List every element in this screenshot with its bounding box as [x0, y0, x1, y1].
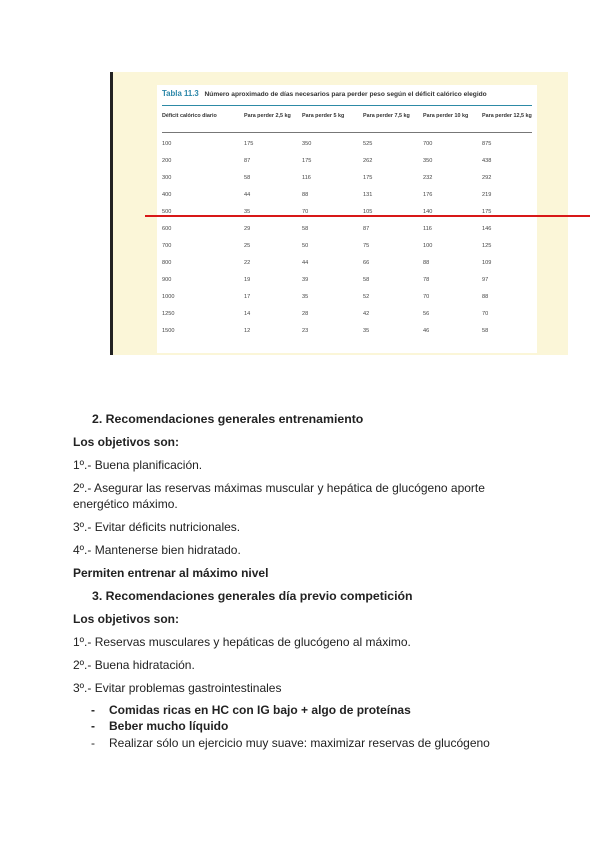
table-cell: 88	[302, 192, 309, 198]
table-cell: 300	[162, 175, 172, 181]
table-cell: 14	[244, 311, 251, 317]
table-cell: 87	[363, 226, 370, 232]
table-cell: 175	[482, 209, 492, 215]
table-cell: 88	[423, 260, 430, 266]
table-cell: 70	[423, 294, 430, 300]
table-cell: 350	[423, 158, 433, 164]
table-cell: 116	[423, 226, 432, 232]
table-cell: 23	[302, 328, 309, 334]
table-header-cell: Para perder 12,5 kg	[482, 113, 532, 119]
table-cell: 146	[482, 226, 492, 232]
table-cell: 232	[423, 175, 433, 181]
table-header-cell: Para perder 2,5 kg	[244, 113, 291, 119]
section-2-objectives-label: Los objetivos son:	[73, 435, 180, 449]
table-cell: 70	[482, 311, 489, 317]
table-cell: 175	[363, 175, 373, 181]
table-cell: 42	[363, 311, 370, 317]
table-cell: 35	[302, 294, 309, 300]
table-cell: 438	[482, 158, 492, 164]
table-cell: 175	[244, 141, 254, 147]
table-cell: 56	[423, 311, 430, 317]
table-cell: 875	[482, 141, 492, 147]
table-header-cell: Para perder 5 kg	[302, 113, 345, 119]
table-cell: 200	[162, 158, 172, 164]
table-cell: 28	[302, 311, 309, 317]
section-2-item-continued: energético máximo.	[73, 497, 178, 511]
table-cell: 292	[482, 175, 492, 181]
table-cell: 46	[423, 328, 430, 334]
table-cell: 800	[162, 260, 172, 266]
table-cell: 125	[482, 243, 492, 249]
table-cell: 400	[162, 192, 172, 198]
section-2-heading: 2. Recomendaciones generales entrenamiento	[92, 412, 364, 426]
table-cell: 70	[302, 209, 309, 215]
table-cell: 44	[302, 260, 309, 266]
table-cell: 88	[482, 294, 489, 300]
table-cell: 52	[363, 294, 370, 300]
table-cell: 100	[162, 141, 172, 147]
table-cell: 1500	[162, 328, 175, 334]
bullet-marker: -	[91, 719, 95, 733]
section-3-item: 1º.- Reservas musculares y hepáticas de glucógeno al máximo.	[73, 635, 411, 649]
bullet-item: Realizar sólo un ejercicio muy suave: maximizar reservas de glucógeno	[109, 736, 490, 750]
table-cell: 17	[244, 294, 251, 300]
table-cell: 87	[244, 158, 251, 164]
table-cell: 12	[244, 328, 251, 334]
table-cell: 25	[244, 243, 251, 249]
table-cell: 1250	[162, 311, 175, 317]
table-cell: 35	[363, 328, 370, 334]
section-2-item: 4º.- Mantenerse bien hidratado.	[73, 543, 241, 557]
table-header-cell: Déficit calórico diario	[162, 113, 217, 119]
table-cell: 105	[363, 209, 373, 215]
bullet-item: Comidas ricas en HC con IG bajo + algo de proteínas	[109, 703, 411, 717]
section-3-item: 2º.- Buena hidratación.	[73, 658, 195, 672]
table-cell: 22	[244, 260, 251, 266]
table-cell: 700	[162, 243, 172, 249]
section-2-item: 1º.- Buena planificación.	[73, 458, 203, 472]
table-cell: 900	[162, 277, 172, 283]
bullet-marker: -	[91, 736, 95, 750]
table-cell: 58	[482, 328, 489, 334]
table-cell: 500	[162, 209, 172, 215]
table-cell: 97	[482, 277, 489, 283]
section-3-objectives-label: Los objetivos son:	[73, 612, 180, 626]
table-header-cell: Para perder 7,5 kg	[363, 113, 410, 119]
table-cell: 19	[244, 277, 251, 283]
table-cell: 1000	[162, 294, 175, 300]
section-3-item: 3º.- Evitar problemas gastrointestinales	[73, 681, 282, 695]
table-cell: 78	[423, 277, 430, 283]
section-2-conclusion: Permiten entrenar al máximo nivel	[73, 566, 269, 580]
table-cell: 131	[363, 192, 373, 198]
table-number: Tabla 11.3	[162, 89, 199, 98]
table-cell: 66	[363, 260, 370, 266]
table-cell: 100	[423, 243, 433, 249]
table-cell: 58	[363, 277, 370, 283]
bullet-marker: -	[91, 703, 95, 717]
table-cell: 75	[363, 243, 370, 249]
table-cell: 219	[482, 192, 492, 198]
table-cell: 175	[302, 158, 312, 164]
section-3-heading: 3. Recomendaciones generales día previo competición	[92, 589, 413, 603]
table-cell: 140	[423, 209, 433, 215]
section-2-item: 2º.- Asegurar las reservas máximas muscular y hepática de glucógeno aporte	[73, 481, 485, 495]
table-cell: 176	[423, 192, 433, 198]
table-cell: 35	[244, 209, 251, 215]
table-header-cell: Para perder 10 kg	[423, 113, 469, 119]
table-cell: 600	[162, 226, 172, 232]
table-cell: 50	[302, 243, 309, 249]
table-cell: 58	[302, 226, 309, 232]
table-cell: 29	[244, 226, 251, 232]
table-cell: 525	[363, 141, 373, 147]
table-cell: 262	[363, 158, 373, 164]
table-cell: 116	[302, 175, 311, 181]
bullet-item: Beber mucho líquido	[109, 719, 229, 733]
table-cell: 350	[302, 141, 312, 147]
table-cell: 700	[423, 141, 433, 147]
table-cell: 109	[482, 260, 492, 266]
table-cell: 39	[302, 277, 309, 283]
table-caption: Número aproximado de días necesarios para perder peso según el déficit calórico elegido	[204, 91, 487, 98]
section-2-item: 3º.- Evitar déficits nutricionales.	[73, 520, 241, 534]
table-cell: 58	[244, 175, 251, 181]
table-cell: 44	[244, 192, 251, 198]
